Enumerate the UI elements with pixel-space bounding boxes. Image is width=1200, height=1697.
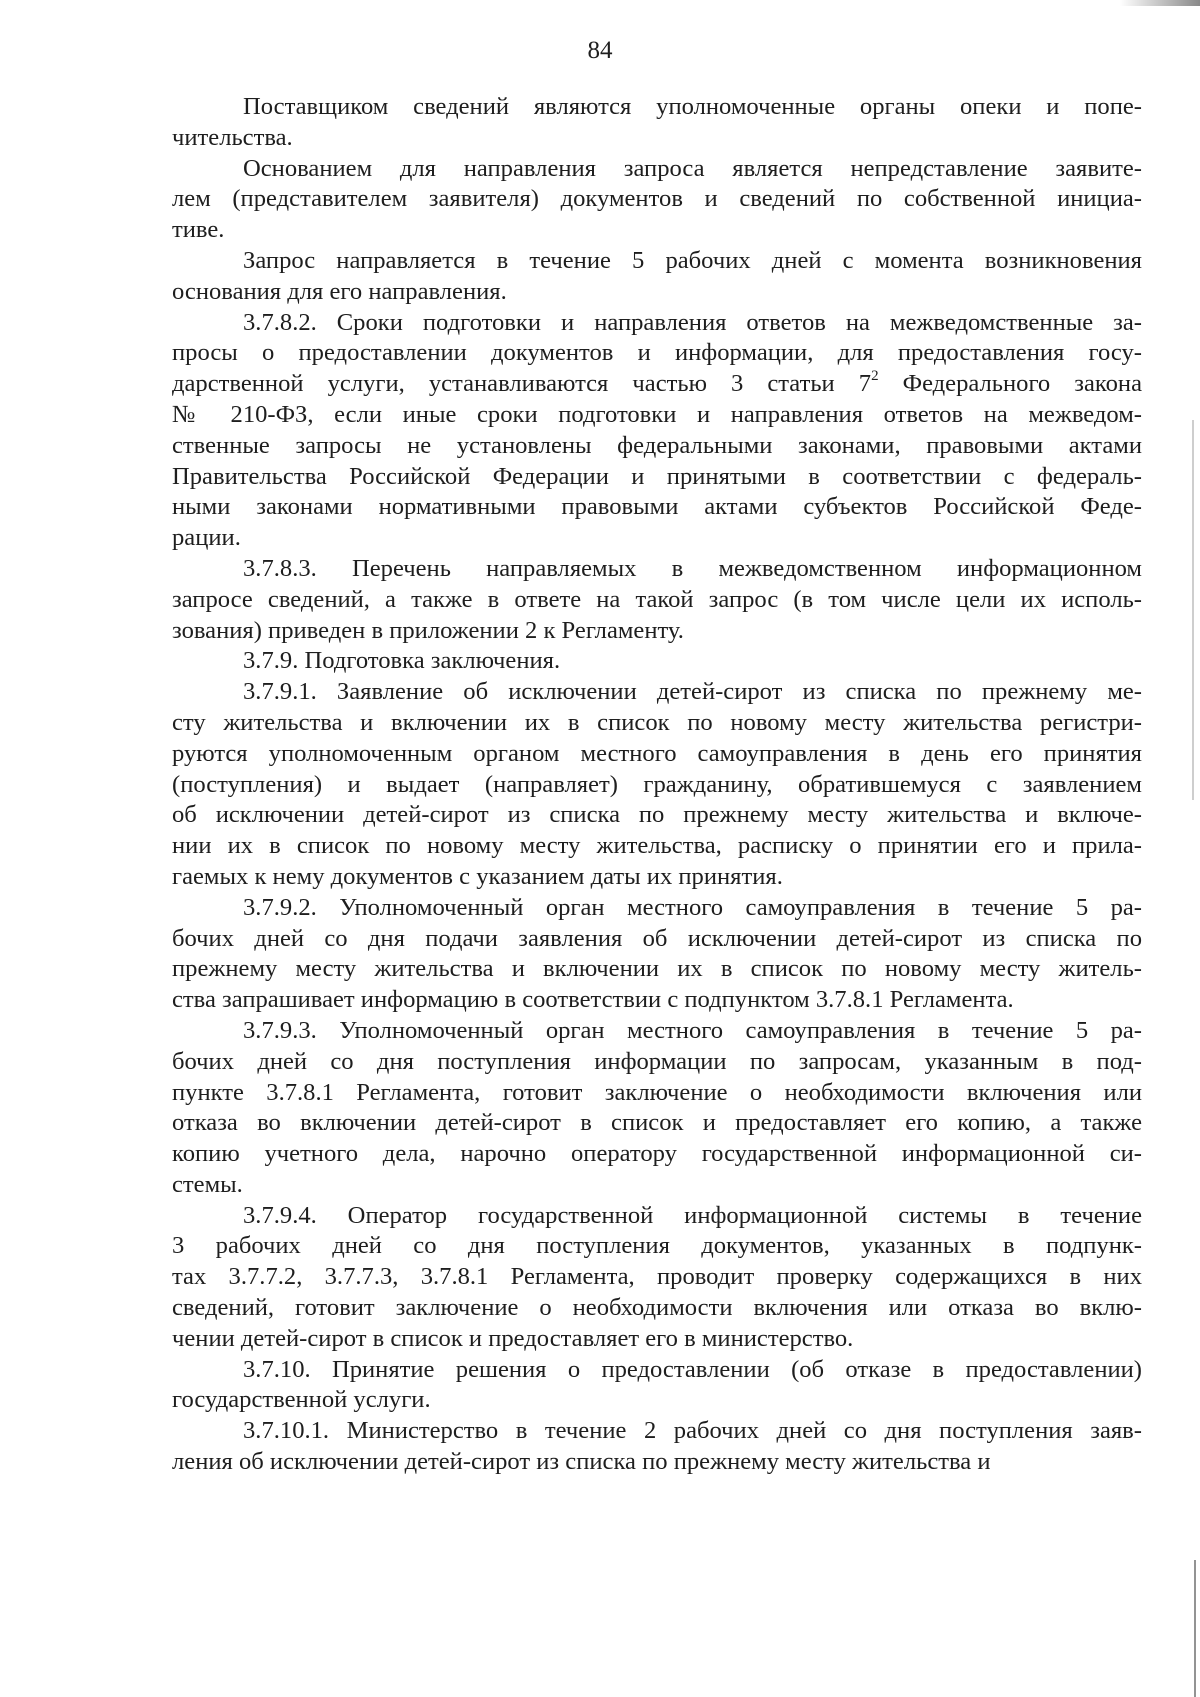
- text-line: тиве.: [172, 216, 225, 244]
- text-line: сту жительства и включении их в список по новому месту жительства регистри-: [172, 708, 1142, 736]
- text-line: рации.: [172, 524, 241, 552]
- text-line: лем (представителем заявителя) документов и сведений по собственной инициа-: [172, 185, 1142, 213]
- paragraph: [172, 154, 1142, 246]
- text-line: копию учетного дела, нарочно оператору государственной информационной си-: [172, 1140, 1142, 1168]
- paragraph: [172, 646, 1142, 677]
- text-line: зования) приведен в приложении 2 к Регламенту.: [172, 616, 684, 644]
- paragraph: [172, 893, 1142, 1016]
- scan-edge-artifact: [1194, 1560, 1196, 1697]
- paragraph: [172, 554, 1142, 646]
- text-line: стемы.: [172, 1170, 243, 1198]
- text-line: № 210-ФЗ, если иные сроки подготовки и направления ответов на межведом-: [172, 400, 1142, 428]
- text-line: ственные запросы не установлены федеральными законами, правовыми актами: [172, 431, 1142, 459]
- scan-edge-artifact: [1192, 420, 1194, 800]
- text-line: чении детей-сирот в список и предоставляет его в министерство.: [172, 1324, 854, 1352]
- text-line: руются уполномоченным органом местного самоуправления в день его принятия: [172, 739, 1142, 767]
- text-line: сведений, готовит заключение о необходимости включения или отказа во вклю-: [172, 1294, 1142, 1322]
- paragraph: [172, 246, 1142, 308]
- paragraph: [172, 1201, 1142, 1355]
- text-line: 3.7.8.2. Сроки подготовки и направления ответов на межведомственные за-: [243, 308, 1142, 336]
- text-line: 3.7.9.2. Уполномоченный орган местного самоуправления в течение 5 ра-: [243, 893, 1142, 921]
- paragraph: [172, 1016, 1142, 1201]
- text-line: нии их в список по новому месту жительства, расписку о принятии его и прила-: [172, 832, 1142, 860]
- text-line: тах 3.7.7.2, 3.7.7.3, 3.7.8.1 Регламента, проводит проверку содержащихся в них: [172, 1263, 1142, 1291]
- text-line: бочих дней со дня поступления информации по запросам, указанным в под-: [172, 1047, 1142, 1075]
- text-line: основания для его направления.: [172, 277, 507, 305]
- text-line: государственной услуги.: [172, 1386, 431, 1414]
- paragraph: [172, 677, 1142, 893]
- text-line: Запрос направляется в течение 5 рабочих дней с момента возникновения: [243, 246, 1142, 274]
- text-line: пункте 3.7.8.1 Регламента, готовит заключение о необходимости включения или: [172, 1078, 1142, 1106]
- paragraph: [172, 308, 1142, 554]
- text-line: запросе сведений, а также в ответе на такой запрос (в том числе цели их исполь-: [172, 585, 1142, 613]
- text-line: 3.7.10. Принятие решения о предоставлении (об отказе в предоставлении): [243, 1355, 1142, 1383]
- text-line: бочих дней со дня подачи заявления об исключении детей-сирот из списка по: [172, 924, 1142, 952]
- text-line: гаемых к нему документов с указанием даты их принятия.: [172, 862, 783, 890]
- text-line: Правительства Российской Федерации и принятыми в соответствии с федераль-: [172, 462, 1142, 490]
- text-line: 3.7.8.3. Перечень направляемых в межведомственном информационном: [243, 554, 1142, 582]
- text-line: отказа во включении детей-сирот в список и предоставляет его копию, а также: [172, 1109, 1142, 1137]
- text-line: 3.7.10.1. Министерство в течение 2 рабочих дней со дня поступления заяв-: [243, 1417, 1142, 1445]
- paragraph: [172, 1355, 1142, 1417]
- text-line: 3.7.9. Подготовка заключения.: [243, 647, 561, 675]
- text-line: ства запрашивает информацию в соответствии с подпунктом 3.7.8.1 Регламента.: [172, 986, 1014, 1014]
- text-line: дарственной услуги, устанавливаются частью 3 статьи $7^2$ Федерального закона: [172, 367, 1142, 398]
- text-line: об исключении детей-сирот из списка по прежнему месту жительства и включе-: [172, 801, 1142, 829]
- text-line: прежнему месту жительства и включении их в список по новому месту житель-: [172, 955, 1142, 983]
- text-line: 3 рабочих дней со дня поступления документов, указанных в подпунк-: [172, 1232, 1142, 1260]
- text-line: Поставщиком сведений являются уполномоченные органы опеки и попе-: [243, 93, 1142, 120]
- paragraph: [172, 92, 1142, 154]
- paragraph: [172, 1416, 1142, 1478]
- document-body: [172, 92, 1142, 1478]
- text-line: Основанием для направления запроса является непредставление заявите-: [243, 154, 1142, 182]
- text-line: 3.7.9.4. Оператор государственной информационной системы в течение: [243, 1201, 1142, 1229]
- scan-edge-artifact: [1120, 0, 1200, 6]
- text-line: ными законами нормативными правовыми актами субъектов Российской Феде-: [172, 493, 1142, 521]
- text-line: 3.7.9.1. Заявление об исключении детей-сирот из списка по прежнему ме-: [243, 678, 1142, 706]
- text-line: просы о предоставлении документов и информации, для предоставления госу-: [172, 339, 1142, 367]
- page-number: 84: [587, 37, 613, 64]
- text-line: ления об исключении детей-сирот из списка по прежнему месту жительства и: [172, 1448, 991, 1476]
- text-line: 3.7.9.3. Уполномоченный орган местного самоуправления в течение 5 ра-: [243, 1016, 1142, 1044]
- text-line: (поступления) и выдает (направляет) гражданину, обратившемуся с заявлением: [172, 770, 1142, 798]
- text-line: чительства.: [172, 123, 293, 151]
